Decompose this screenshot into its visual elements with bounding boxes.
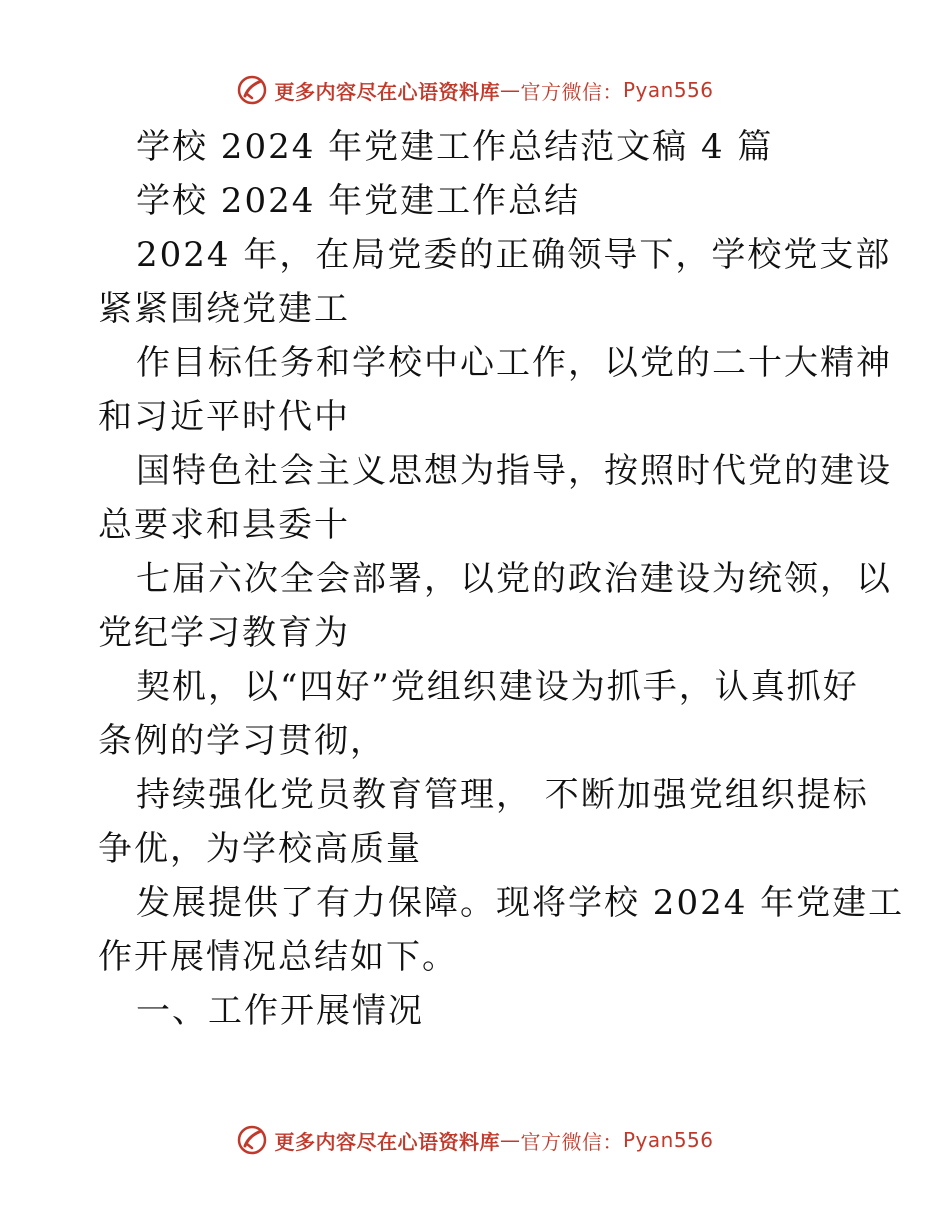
brush-logo-icon [236,1124,268,1156]
watermark-wechat-id: Pyan556 [622,1128,714,1152]
text-line: 契机，以“四好”党组织建设为抓手，认真抓好 [136,667,859,707]
watermark-wechat-label: 官方微信： [520,79,623,104]
header-watermark [0,70,950,110]
text-line: 总要求和县委十 [98,505,350,545]
text-line: 紧紧围绕党建工 [98,289,350,329]
text-line: 争优，为学校高质量 [98,829,422,869]
text-line: 持续强化党员教育管理， 不断加强党组织提标 [136,775,869,815]
text-line: 七届六次全会部署，以党的政治建设为统领，以 [136,559,892,599]
watermark-wechat-label: 官方微信： [520,1129,623,1154]
brush-logo-icon [236,74,268,106]
watermark-dash: — [499,1128,521,1152]
text-line: 发展提供了有力保障。现将学校 2024 年党建工 [136,883,905,923]
document-subtitle: 学校 2024 年党建工作总结 [136,181,581,221]
text-line: 和习近平时代中 [98,397,350,437]
footer-watermark [0,1120,950,1160]
text-line: 作目标任务和学校中心工作，以党的二十大精神 [136,343,892,383]
watermark-main-text: 更多内容尽在心语资料库 [274,79,500,104]
text-line: 国特色社会主义思想为指导，按照时代党的建设 [136,451,892,491]
text-line: 条例的学习贯彻， [98,721,386,761]
watermark-dash: — [499,78,521,102]
text-line: 党纪学习教育为 [98,613,350,653]
text-line: 作开展情况总结如下。 [98,937,458,977]
text-line: 2024 年，在局党委的正确领导下，学校党支部 [136,235,892,275]
section-heading: 一、工作开展情况 [136,991,424,1031]
document-title: 学校 2024 年党建工作总结范文稿 4 篇 [136,127,774,167]
watermark-main-text: 更多内容尽在心语资料库 [274,1129,500,1154]
watermark-wechat-id: Pyan556 [622,78,714,102]
document-body [98,120,905,1038]
